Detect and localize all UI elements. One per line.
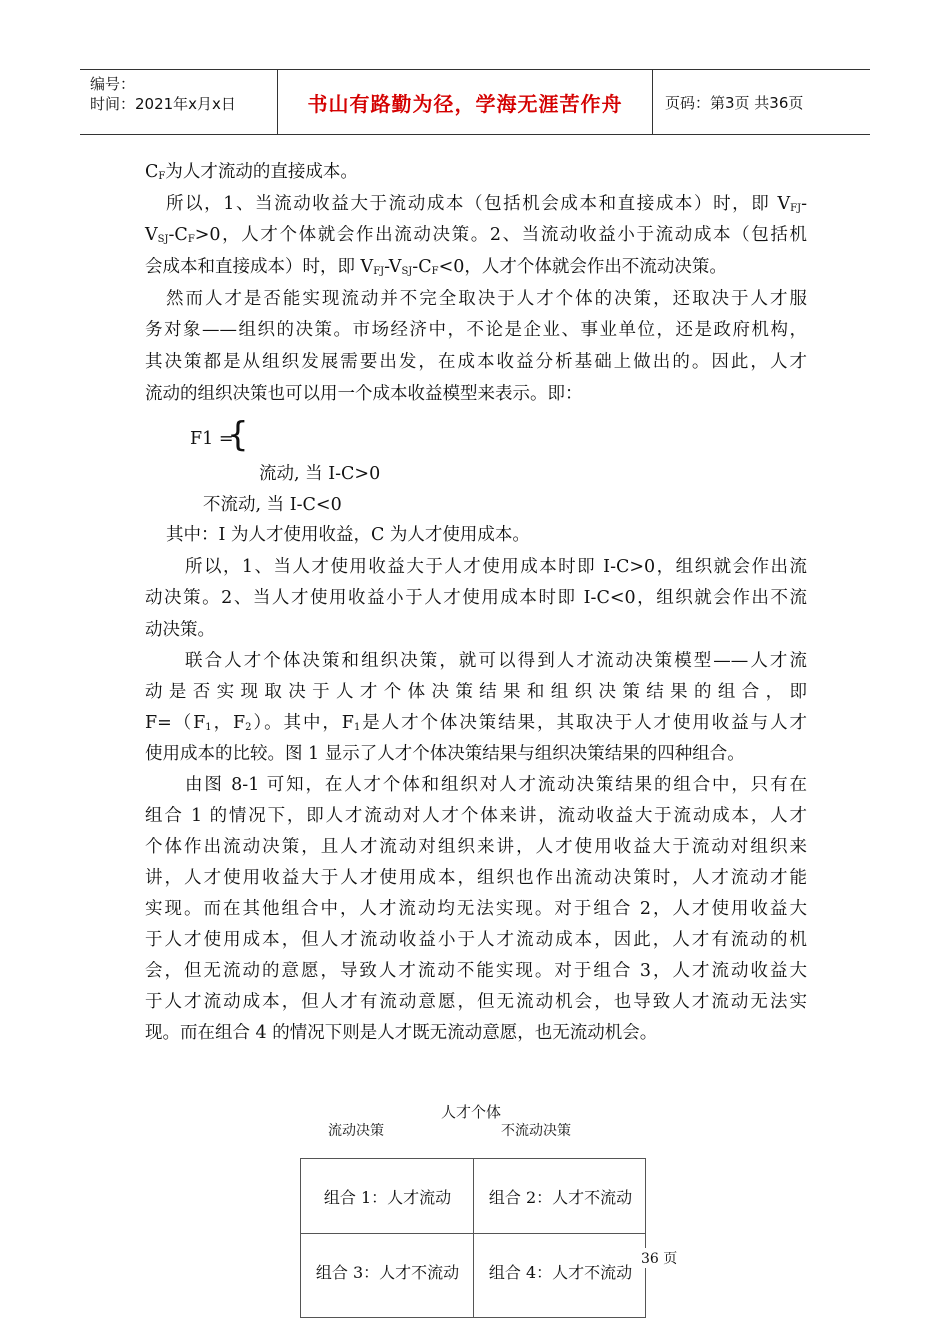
text-line-12: 其中：I 为人才使用收益，C 为人才使用成本。 — [166, 525, 530, 545]
text-line-2: 所以，1、当流动收益大于流动成本（包括机会成本和直接成本）时，即 $V_{FJ}-$ — [166, 194, 807, 214]
text-line-23: 讲，人才使用收益大于人才使用成本，组织也作出流动决策时，人才流动才能 — [145, 868, 807, 888]
text-line-13: 所以，1、当人才使用收益大于人才使用成本时即 I-C>0，组织就会作出流 — [185, 557, 807, 577]
grid-cell-2: 组合 2：人才不流动 — [488, 1188, 633, 1207]
text-line-27: 于人才流动成本，但人才有流动意愿，但无流动机会，也导致人才流动无法实 — [145, 992, 807, 1012]
formula-case-1: 流动, 当 I-C>0 — [259, 464, 381, 484]
header-time: 时间：2021年x月x日 — [90, 95, 236, 113]
text-line-24: 实现。而在其他组合中，人才流动均无法实现。对于组合 2，人才使用收益大 — [145, 899, 807, 919]
text-line-5: 然而人才是否能实现流动并不完全取决于人才个体的决策，还取决于人才服 — [166, 289, 807, 309]
text-line-4: 会成本和直接成本）时，即 $V_{FJ}-V_{SJ}-C_F<0$，人才个体就会作出不流动决策。 — [145, 257, 727, 277]
header-page-info: 页码：第3页 共36页 — [665, 93, 804, 112]
page-fragment: 36 页 — [641, 1248, 677, 1268]
grid-cell-3: 组合 3：人才不流动 — [315, 1263, 460, 1282]
formula-case-2: 不流动, 当 I-C<0 — [203, 495, 342, 515]
figure-col-right: 不流动决策 — [501, 1123, 571, 1139]
text-line-28: 现。而在组合 4 的情况下则是人才既无流动意愿，也无流动机会。 — [145, 1023, 658, 1043]
text-line-17: 动是否实现取决于人才个体决策结果和组织决策结果的组合，即 — [145, 682, 807, 702]
header-number: 编号： — [90, 75, 136, 93]
text-line-7: 其决策都是从组织发展需要出发，在成本收益分析基础上做出的。因此，人才 — [145, 352, 807, 372]
header-meta — [80, 70, 278, 134]
text-line-14: 动决策。2、当人才使用收益小于人才使用成本时即 I-C<0，组织就会作出不流 — [145, 588, 807, 608]
text-line-1: $C_F$为人才流动的直接成本。 — [145, 162, 358, 182]
text-line-25: 于人才使用成本，但人才流动收益小于人才流动成本，因此，人才有流动的机 — [145, 930, 807, 950]
text-line-22: 个体作出流动决策，且人才流动对组织来讲，人才使用收益大于流动对组织来 — [145, 837, 807, 857]
text-line-3: $V_{SJ}-C_F>0$，人才个体就会作出流动决策。2、当流动收益小于流动成本（包括机 — [145, 225, 807, 245]
text-line-21: 组合 1 的情况下，即人才流动对人才个体来讲，流动收益大于流动成本，人才 — [145, 806, 807, 826]
formula-lhs: F1 = — [190, 429, 234, 449]
formula-brace: { — [227, 415, 249, 455]
text-line-8: 流动的组织决策也可以用一个成本收益模型来表示。即： — [145, 384, 583, 404]
text-line-26: 会，但无流动的意愿，导致人才流动不能实现。对于组合 3，人才流动收益大 — [145, 961, 807, 981]
page-header — [80, 69, 870, 135]
grid-cell-4: 组合 4：人才不流动 — [488, 1263, 633, 1282]
text-line-16: 联合人才个体决策和组织决策，就可以得到人才流动决策模型——人才流 — [185, 651, 807, 671]
header-motto: 书山有路勤为径，学海无涯苦作舟 — [307, 91, 623, 116]
header-page-cell — [653, 70, 870, 134]
text-line-18: $F=(F_1$，$F_2$）。其中，$F_1$是人才个体决策结果，其取决于人才使用收益与人才 — [145, 713, 807, 733]
text-line-19: 使用成本的比较。图 1 显示了人才个体决策结果与组织决策结果的四种组合。 — [145, 744, 745, 764]
text-line-15: 动决策。 — [145, 620, 215, 640]
grid-cell-1: 组合 1：人才流动 — [323, 1188, 452, 1207]
text-line-20: 由图 8-1 可知，在人才个体和组织对人才流动决策结果的组合中，只有在 — [185, 775, 807, 795]
decision-grid — [300, 1158, 646, 1318]
text-line-6: 务对象——组织的决策。市场经济中，不论是企业、事业单位，还是政府机构， — [145, 320, 807, 340]
figure-col-left: 流动决策 — [328, 1123, 384, 1139]
header-motto-cell — [278, 70, 653, 134]
figure-title: 人才个体 — [441, 1103, 502, 1121]
